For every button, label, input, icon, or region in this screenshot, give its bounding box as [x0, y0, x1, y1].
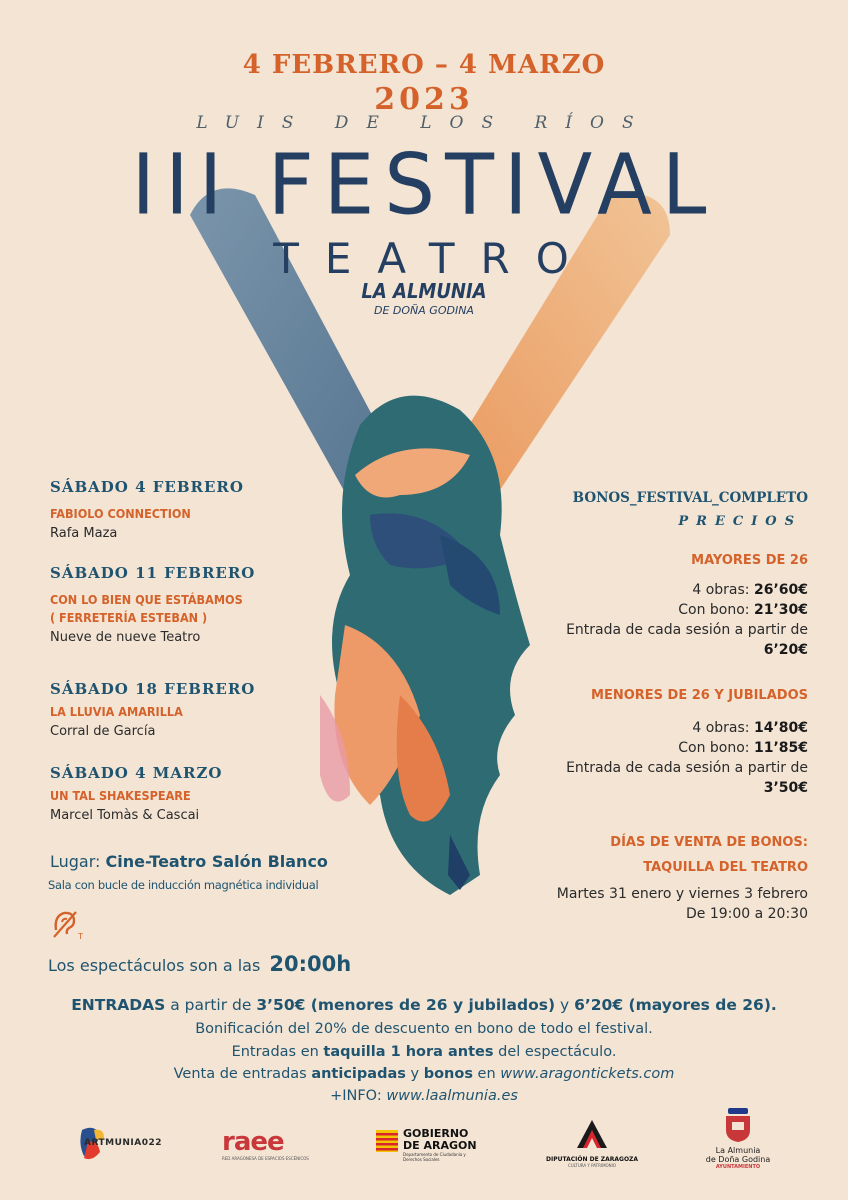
gobierno-text-2: DE ARAGON — [403, 1139, 477, 1152]
program-show: UN TAL SHAKESPEARE — [50, 788, 191, 803]
footer-anticipadas: anticipadas — [311, 1066, 406, 1082]
footer-line-3 — [0, 1044, 848, 1060]
town-subname: DE DOÑA GODINA — [374, 304, 474, 317]
program-show: CON LO BIEN QUE ESTÁBAMOS — [50, 592, 243, 607]
venta-info — [557, 884, 808, 924]
program-company: Marcel Tomàs & Cascai — [50, 808, 200, 823]
bonos-precios: PRECIOS — [678, 514, 802, 529]
price-group-heading: MENORES DE 26 Y JUBILADOS — [591, 688, 808, 703]
footer-text: Venta de entradas — [173, 1066, 312, 1082]
program-item — [50, 764, 350, 823]
program-show: FABIOLO CONNECTION — [50, 506, 191, 521]
ayuntamiento-text-1: La Almunia — [715, 1146, 761, 1155]
venta-heading: DÍAS DE VENTA DE BONOS: — [610, 835, 808, 850]
program-date: SÁBADO 4 FEBRERO — [50, 478, 244, 496]
price-obras-label: 4 obras: — [692, 582, 750, 598]
footer-price-reduced: 3’50€ (menores de 26 y jubilados) — [256, 996, 556, 1014]
gobierno-text-1: GOBIERNO — [403, 1127, 469, 1140]
svg-text:T: T — [78, 932, 83, 940]
diputacion-zaragoza-logo — [546, 1118, 638, 1168]
venta-hours: De 19:00 a 20:30 — [685, 906, 808, 922]
price-entrada-value: 6’20€ — [763, 642, 808, 658]
price-entrada-value: 3’50€ — [763, 780, 808, 796]
program-item — [50, 478, 350, 564]
festival-year: 2023 — [374, 82, 474, 117]
footer-price-full: 6’20€ (mayores de 26). — [574, 996, 777, 1014]
hearing-loop-icon — [50, 908, 86, 940]
price-bono — [566, 600, 808, 620]
footer-text: y — [405, 1066, 424, 1082]
price-bono-value: 11’85€ — [753, 740, 808, 756]
footer-line-5 — [0, 1088, 848, 1104]
festival-author: LUIS DE LOS RÍOS — [196, 113, 652, 133]
raee-text: raee — [222, 1127, 284, 1157]
program-company: Rafa Maza — [50, 526, 118, 541]
ayuntamiento-text-3: AYUNTAMIENTO — [715, 1164, 761, 1170]
artmunia-text: ARTMUNIA022 — [84, 1138, 163, 1148]
price-bono-label: Con bono: — [678, 740, 750, 756]
program-company: Nueve de nueve Teatro — [50, 630, 201, 645]
venta-days: Martes 31 enero y viernes 3 febrero — [556, 886, 808, 902]
artmunia-logo — [76, 1122, 176, 1166]
footer-text: Entradas en — [231, 1044, 324, 1060]
raee-logo — [222, 1127, 309, 1161]
venue — [50, 852, 328, 871]
price-obras — [566, 580, 808, 600]
diputacion-text-2: CULTURA Y PATRIMONIO — [567, 1163, 616, 1168]
program-show-sub: ( FERRETERÍA ESTEBAN ) — [50, 610, 208, 625]
show-time-label: Los espectáculos son a las — [48, 956, 261, 975]
show-time — [48, 952, 351, 976]
price-bono — [566, 738, 808, 758]
footer-text: +INFO: — [330, 1088, 387, 1104]
festival-title: III FESTIVAL — [131, 135, 717, 234]
program-date: SÁBADO 18 FEBRERO — [50, 680, 256, 698]
price-obras-value: 26’60€ — [753, 582, 808, 598]
footer-bonos: bonos — [423, 1066, 473, 1082]
raee-subtext: RED ARAGONESA DE ESPACIOS ESCÉNICOS — [222, 1156, 309, 1161]
coat-of-arms-icon — [723, 1108, 753, 1142]
laalmunia-link[interactable]: www.laalmunia.es — [386, 1088, 518, 1104]
price-entrada-label: Entrada de cada sesión a partir de — [566, 760, 808, 776]
price-entrada-label: Entrada de cada sesión a partir de — [566, 622, 808, 638]
ayuntamiento-logo — [700, 1108, 776, 1170]
footer-line-2: Bonificación del 20% de descuento en bono de todo el festival. — [195, 1021, 653, 1037]
venue-label: Lugar: — [50, 852, 101, 871]
footer-taquilla: taquilla 1 hora antes — [323, 1044, 494, 1060]
program-list — [50, 478, 350, 823]
price-group-heading: MAYORES DE 26 — [691, 553, 808, 568]
footer-text: en — [472, 1066, 501, 1082]
price-obras-label: 4 obras: — [692, 720, 750, 736]
footer-text: a partir de — [165, 996, 257, 1014]
diputacion-text-1: DIPUTACIÓN DE ZARAGOZA — [546, 1156, 639, 1163]
program-item — [50, 564, 350, 680]
festival-dates: 4 FEBRERO – 4 MARZO — [242, 50, 606, 80]
ayuntamiento-text-2: de Doña Godina — [705, 1155, 771, 1164]
program-company: Corral de García — [50, 724, 156, 739]
price-group — [566, 580, 808, 660]
program-date: SÁBADO 4 MARZO — [50, 764, 223, 782]
aragon-flag-icon — [376, 1130, 398, 1152]
aragontickets-link[interactable]: www.aragontickets.com — [500, 1066, 675, 1082]
price-group — [566, 718, 808, 798]
footer-text: y — [555, 996, 575, 1014]
program-show: LA LLUVIA AMARILLA — [50, 704, 183, 719]
footer-text: del espectáculo. — [493, 1044, 617, 1060]
venta-place: TAQUILLA DEL TEATRO — [643, 860, 808, 875]
footer-line-1 — [0, 996, 848, 1014]
price-obras-value: 14’80€ — [753, 720, 808, 736]
bonos-title: BONOS_FESTIVAL_COMPLETO — [572, 490, 808, 506]
price-obras — [566, 718, 808, 738]
program-date: SÁBADO 11 FEBRERO — [50, 564, 256, 582]
diputacion-mark-icon — [575, 1118, 609, 1152]
footer-line-4 — [0, 1066, 848, 1082]
gobierno-text-3: Departamento de Ciudadanía y Derechos Sociales — [403, 1152, 466, 1162]
show-time-value: 20:00h — [269, 952, 352, 976]
venue-note: Sala con bucle de inducción magnética individual — [48, 878, 319, 892]
program-item — [50, 680, 350, 764]
price-bono-value: 21’30€ — [753, 602, 808, 618]
venue-name: Cine-Teatro Salón Blanco — [105, 852, 328, 871]
town-name: LA ALMUNIA — [361, 279, 487, 303]
festival-subtitle: TEATRO — [273, 234, 595, 283]
price-bono-label: Con bono: — [678, 602, 750, 618]
footer-entradas: ENTRADAS — [71, 996, 166, 1014]
